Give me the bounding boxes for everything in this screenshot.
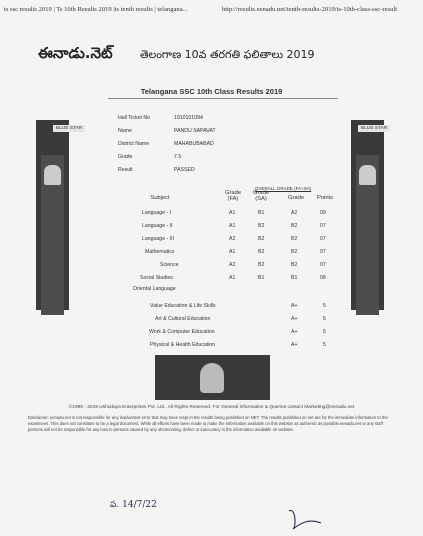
page-headline: తెలంగాణ 10వ తరగతి ఫలితాలు 2019 [140, 48, 315, 61]
page-title: ts ssc results 2019 | Ts 10th Results 2019 |ts tenth results | telangana... [4, 6, 188, 13]
fa-header: Grade (FA) [224, 190, 242, 202]
ad-brand-label: BLUE STAR [53, 125, 85, 132]
info-label: Hall Ticket No [118, 115, 150, 121]
site-logo[interactable]: ఈనాడు.నెట్ [38, 44, 113, 62]
info-value: PANDU SAPAVAT [174, 128, 216, 134]
points-cell: 07 [320, 223, 326, 229]
results-title: Telangana SSC 10th Class Results 2019 [140, 87, 283, 96]
banner-figure-image [359, 165, 376, 185]
table-row [0, 316, 423, 324]
sa-cell: B2 [258, 236, 265, 242]
table-row [0, 303, 423, 311]
bottom-ad-banner[interactable] [155, 355, 270, 400]
subject-cell: Language - II [142, 223, 173, 229]
table-row [0, 275, 423, 283]
points-cell: 09 [320, 210, 326, 216]
info-label: Grade [118, 154, 133, 160]
points-cell: 07 [320, 236, 326, 242]
subject-cell: Work & Computer Education [149, 329, 215, 335]
fa-cell: A1 [229, 223, 236, 229]
table-row [0, 329, 423, 337]
signature-mark [285, 505, 325, 533]
copyright-notice: ©1995 - 2019 Ushodaya Enterprises Pvt. Ltd., All Rights Reserved. For General Information & Queries contact Marketing@eenadu.net [68, 405, 355, 410]
banner-figure-image [44, 165, 61, 185]
sa-cell: B2 [258, 223, 265, 229]
info-value: 1910101094 [174, 115, 203, 121]
grade-cell: A+ [291, 316, 298, 322]
subject-cell: Mathematics [145, 249, 175, 255]
points-cell: 5 [323, 329, 326, 335]
info-row [118, 167, 216, 180]
points-cell: 07 [320, 262, 326, 268]
sa-cell: B1 [258, 275, 265, 281]
grade-cell: B2 [291, 223, 298, 229]
points-cell: 5 [323, 303, 326, 309]
info-row [118, 128, 216, 141]
overall-grade-label: OVERALL GRADE (FA+SA) [255, 186, 312, 191]
table-row [0, 223, 423, 231]
info-row [118, 141, 216, 154]
info-value: PASSED [174, 167, 195, 173]
info-value: 7.5 [174, 154, 182, 160]
sa-header: Grade (SA) [252, 190, 270, 202]
fa-cell: A2 [229, 262, 236, 268]
grade-cell: B2 [291, 262, 298, 268]
info-row [118, 115, 216, 128]
grade-header: Grade [287, 195, 305, 201]
fa-cell: A1 [229, 210, 236, 216]
grade-cell: A2 [291, 210, 298, 216]
banner-figure-image [200, 363, 224, 393]
grade-cell: B2 [291, 249, 298, 255]
subject-cell: Oriental Language [133, 286, 176, 292]
subject-cell: Science [160, 262, 179, 268]
divider [108, 98, 338, 99]
fa-cell: A1 [229, 275, 236, 281]
subject-cell: Physical & Health Education [150, 342, 216, 348]
info-value: MAHABUBABAD [174, 141, 214, 147]
points-cell: 07 [320, 249, 326, 255]
table-row [0, 342, 423, 350]
points-cell: 5 [323, 342, 326, 348]
points-cell: 5 [323, 316, 326, 322]
info-label: Name [118, 128, 132, 134]
subject-header: Subject [150, 195, 170, 201]
grade-cell: A+ [291, 329, 298, 335]
subject-cell: Language - I [142, 210, 172, 216]
grade-cell: A+ [291, 342, 298, 348]
fa-cell: A2 [229, 236, 236, 242]
points-cell: 08 [320, 275, 326, 281]
grade-cell: B2 [291, 236, 298, 242]
subject-cell: Language - III [142, 236, 175, 242]
page-url[interactable]: http://results.eenadu.net/tenth-results-2019/ts-10th-class-ssc-result [222, 6, 398, 13]
sa-cell: B1 [258, 210, 265, 216]
disclaimer-text: Disclaimer: eenadu.net is not responsible for any inadvertent error that may have crept in the results being published on NET. The results published on net are for the immediate information to the examinees. This does not constitute to be a legal document. While all efforts have been made to make the information available on this website as authentic as possible.eenadu.net or any staff persons will not be responsible for any loss to persons caused by any shortcoming, defect or inaccuracy in the information available on website. [28, 415, 388, 432]
table-row [0, 210, 423, 218]
subject-cell: Art & Cultural Education [155, 316, 211, 322]
ad-brand-label: BLUE STAR [358, 125, 390, 132]
info-label: Result [118, 167, 133, 173]
handwritten-note: ప. 14/7/22 [110, 500, 157, 510]
table-row [0, 249, 423, 257]
table-row [0, 236, 423, 244]
table-row [0, 286, 423, 294]
info-label: District Name [118, 141, 150, 147]
subject-cell: Value Education & Life Skills [150, 303, 216, 309]
sa-cell: B2 [258, 262, 265, 268]
subject-cell: Social Studies [140, 275, 173, 281]
grade-cell: A+ [291, 303, 298, 309]
fa-cell: A1 [229, 249, 236, 255]
sa-cell: B2 [258, 249, 265, 255]
info-row [118, 154, 216, 167]
points-header: Points [316, 195, 334, 201]
table-row [0, 262, 423, 270]
student-info [118, 115, 216, 180]
grade-cell: B1 [291, 275, 298, 281]
browser-print-header [0, 0, 423, 18]
